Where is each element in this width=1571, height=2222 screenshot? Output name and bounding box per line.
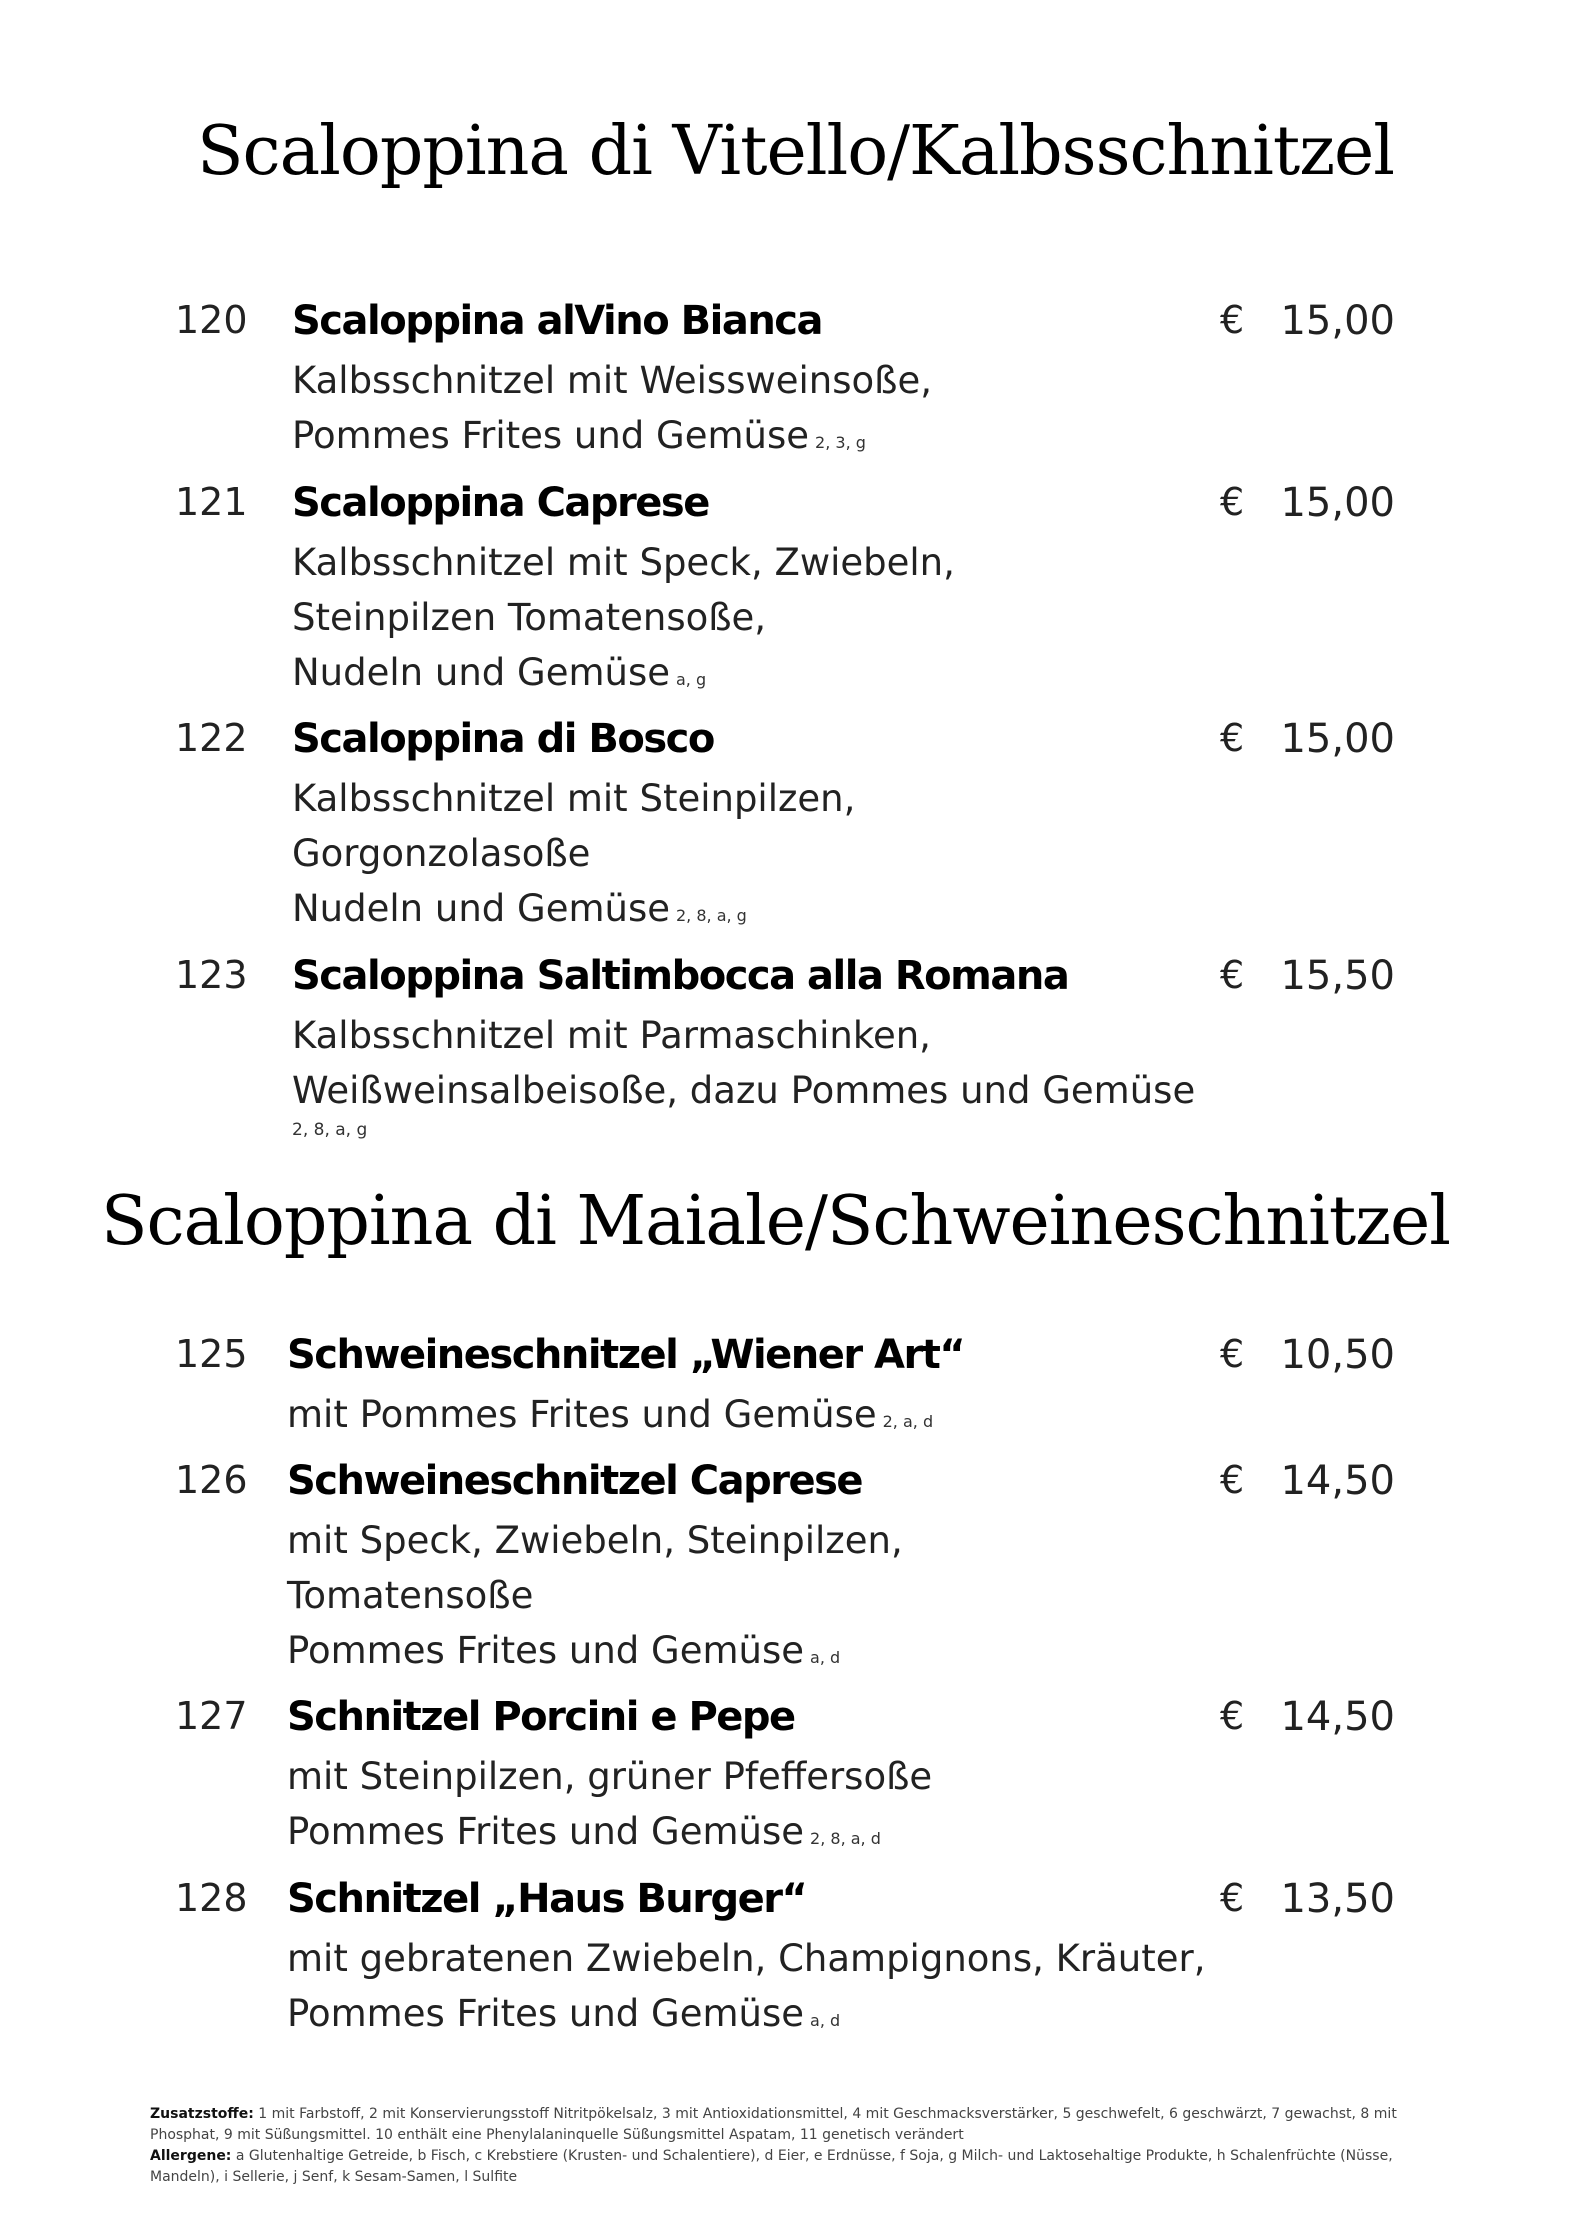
currency-symbol: € [1220,480,1245,524]
item-description-line [287,1986,1415,2048]
section-title-pork: Scaloppina di Maiale/Schweineschnitzel [100,1182,1451,1261]
currency-symbol: € [1220,298,1245,342]
item-description-line: mit Speck, Zwiebeln, Steinpilzen, [287,1519,903,1562]
allergen-codes: 2, 8, a, d [810,1829,881,1848]
menu-item-125 [175,1332,1415,1449]
allergen-codes: a, d [810,1648,841,1667]
item-description-line: Weißweinsalbeisoße, dazu Pommes und Gemüse [292,1069,1196,1112]
item-description-line: mit Steinpilzen, grüner Pfeffersoße [287,1755,933,1798]
item-number: 123 [175,953,248,997]
item-description-line: Gorgonzolasoße [292,832,591,875]
allergens-text: a Glutenhaltige Getreide, b Fisch, c Krebstiere (Krusten- und Schalentiere), d Eier, e Erdnüsse, f Soja, g Milch- und Laktosehaltige Produkte, h Schalenfrüchte (Nüsse, Mandeln), i Sellerie, j Senf, k Sesam-Samen, l Sulfite [150,2148,1393,2185]
item-number: 128 [175,1876,248,1920]
item-price: 14,50 [1280,1694,1395,1740]
additives-legend [150,2104,1430,2146]
item-name: Scaloppina Saltimbocca alla Romana [292,953,1069,999]
item-description-line [287,1387,1415,1449]
footer-legend [150,2104,1430,2188]
menu-item-120 [175,298,1415,470]
item-description-text: Pommes Frites und Gemüse [287,1992,805,2035]
menu-item-122 [175,716,1415,943]
section-title-veal: Scaloppina di Vitello/Kalbsschnitzel [196,112,1395,191]
item-description-line: mit gebratenen Zwiebeln, Champignons, Kräuter, [287,1937,1206,1980]
allergen-codes: 2, a, d [882,1412,934,1431]
currency-symbol: € [1220,1876,1245,1920]
item-number: 121 [175,480,248,524]
additives-text: 1 mit Farbstoff, 2 mit Konservierungsstoff Nitritpökelsalz, 3 mit Antioxidationsmittel, 4 mit Geschmacksverstärker, 5 geschwefelt, 6 geschwärzt, 7 gewachst, 8 mit Phosphat, 9 mit Süßungsmittel. 10 enthält eine Phenylalaninquelle Süßungsmittel Aspatam, 11 genetisch verändert [150,2106,1397,2143]
currency-symbol: € [1220,1694,1245,1738]
item-price: 15,00 [1280,480,1395,526]
item-price: 13,50 [1280,1876,1395,1922]
item-name: Scaloppina Caprese [292,480,709,526]
allergen-codes: 2, 8, a, g [292,1120,368,1140]
item-number: 127 [175,1694,248,1738]
item-description-line: Kalbsschnitzel mit Weissweinsoße, [292,359,932,402]
item-description-text: Pommes Frites und Gemüse [287,1810,805,1853]
item-number: 125 [175,1332,248,1376]
item-description-text: Pommes Frites und Gemüse [292,414,810,457]
currency-symbol: € [1220,953,1245,997]
item-description-text: mit Pommes Frites und Gemüse [287,1393,877,1436]
item-description-line [292,408,1415,470]
currency-symbol: € [1220,1458,1245,1502]
item-description-line [292,645,1415,707]
item-description-line: Steinpilzen Tomatensoße, [292,596,767,639]
item-name: Schnitzel Porcini e Pepe [287,1694,795,1740]
item-price: 15,00 [1280,298,1395,344]
item-description-line [287,1804,1415,1866]
item-price: 15,00 [1280,716,1395,762]
item-description-text: Nudeln und Gemüse [292,651,670,694]
item-name: Schnitzel „Haus Burger“ [287,1876,807,1922]
item-description-line: Kalbsschnitzel mit Parmaschinken, [292,1014,931,1057]
item-number: 126 [175,1458,248,1502]
currency-symbol: € [1220,716,1245,760]
item-price: 10,50 [1280,1332,1395,1378]
menu-item-127 [175,1694,1415,1866]
additives-label: Zusatzstoffe: [150,2106,254,2122]
item-name: Schweineschnitzel „Wiener Art“ [287,1332,965,1378]
item-number: 120 [175,298,248,342]
item-description-line: Kalbsschnitzel mit Speck, Zwiebeln, [292,541,955,584]
allergen-codes: 2, 3, g [815,433,866,452]
item-description-text: Nudeln und Gemüse [292,887,670,930]
allergens-label: Allergene: [150,2148,232,2164]
allergens-legend [150,2146,1430,2188]
item-price: 14,50 [1280,1458,1395,1504]
item-name: Scaloppina di Bosco [292,716,714,762]
item-description-line [292,881,1415,943]
item-description-text: Pommes Frites und Gemüse [287,1629,805,1672]
item-description-line: Kalbsschnitzel mit Steinpilzen, [292,777,856,820]
allergen-codes: a, d [810,2011,841,2030]
allergen-codes: 2, 8, a, g [676,906,747,925]
menu-item-128 [175,1876,1415,2048]
menu-item-126 [175,1458,1415,1685]
allergen-codes: a, g [676,670,707,689]
item-description-line [287,1623,1415,1685]
menu-item-121 [175,480,1415,707]
item-price: 15,50 [1280,953,1395,999]
menu-item-123 [175,953,1415,1142]
item-name: Scaloppina alVino Bianca [292,298,822,344]
item-description-line: Tomatensoße [287,1574,534,1617]
item-name: Schweineschnitzel Caprese [287,1458,863,1504]
currency-symbol: € [1220,1332,1245,1376]
item-number: 122 [175,716,248,760]
